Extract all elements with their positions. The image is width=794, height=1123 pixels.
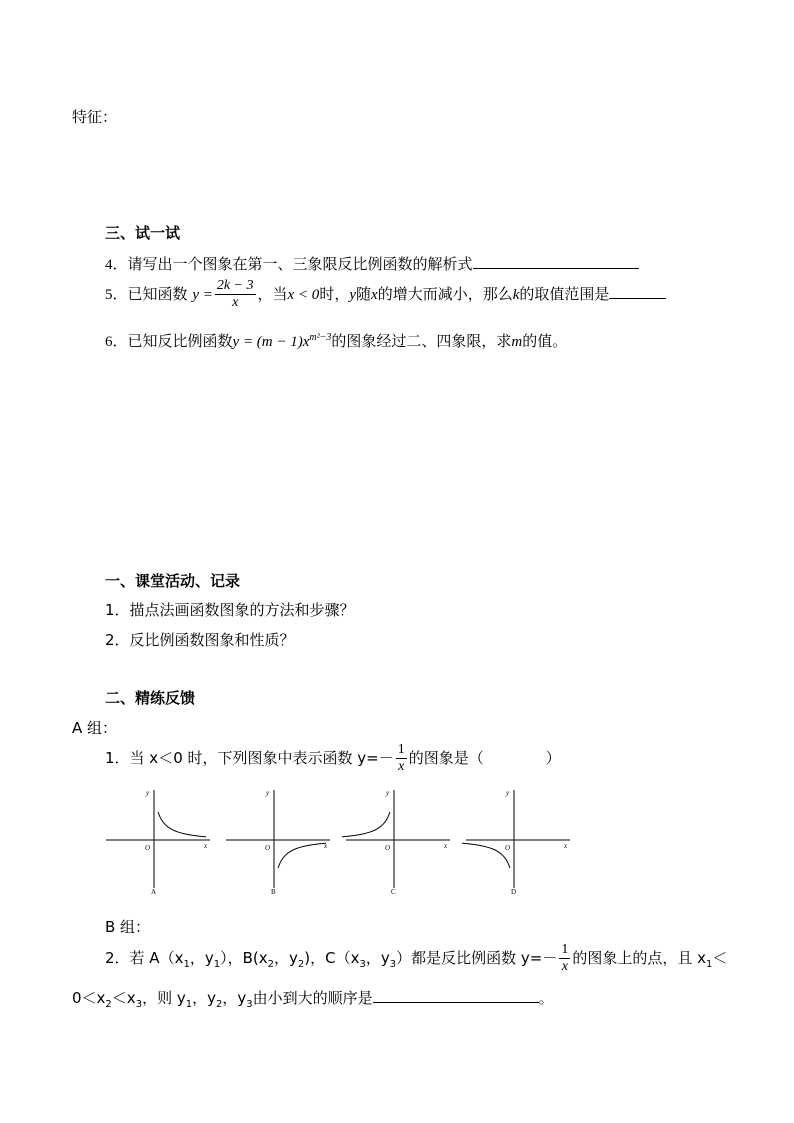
y-axis-label: y (386, 789, 390, 797)
practice-question-1: 1．当 x＜0 时，下列图象中表示函数 y=－ $\frac{1}{x}$ 的图象是（ ） (105, 742, 561, 774)
practice-question-2-line-2: $0<x_2<x_3$，则 $y_1$，$y_2$，$y_3$由小到大的顺序是 。 (72, 989, 554, 1010)
activity-item-2: 2．反比例函数图象和性质？ (105, 631, 295, 649)
fraction-1-over-x-b: $\frac{1}{x}$ (561, 942, 569, 974)
question-5: 5．已知函数 y = $\frac{2k - 3}{x}$ ，当x < 0时，y随x的增大而减小，那么k的取值范围是 (105, 276, 666, 312)
origin-label: O (385, 844, 391, 852)
hyperbola-curve (158, 812, 206, 837)
graph-label: A (151, 888, 157, 896)
hyperbola-curve (278, 843, 326, 868)
graph-options (104, 786, 574, 898)
graph-label: D (511, 888, 517, 896)
graph-label: C (391, 888, 396, 896)
graph-option-c (342, 789, 450, 896)
graph-label: B (271, 888, 276, 896)
graph-option-d (462, 789, 570, 896)
fraction-2k-3-over-x: $\frac{2k - 3}{x}$ (216, 278, 254, 310)
section-heading-activity: 一、课堂活动、记录 (105, 572, 241, 590)
fraction-1-over-x: $\frac{1}{x}$ (397, 742, 405, 774)
question-6: 6．已知反比例函数$y = (m - 1)x^{m^2-3}$的图象经过二、四象限，求m的值。 (105, 332, 568, 350)
activity-item-1: 1．描点法画函数图象的方法和步骤？ (105, 601, 355, 619)
x-axis-label: x (444, 842, 448, 850)
hyperbola-curve (342, 812, 390, 837)
graph-option-a (106, 789, 210, 896)
y-axis-label: y (506, 789, 510, 797)
y-axis-label: y (146, 789, 150, 797)
answer-blank-4[interactable] (473, 254, 639, 269)
origin-label: O (265, 844, 271, 852)
origin-label: O (145, 844, 151, 852)
answer-blank-5[interactable] (609, 284, 666, 299)
answer-blank-order[interactable] (373, 988, 539, 1003)
section-heading-practice: 二、精练反馈 (105, 689, 196, 707)
hyperbola-curve (462, 843, 510, 868)
features-label: 特征： (72, 108, 118, 126)
x-axis-label: x (324, 842, 328, 850)
section-heading-try: 三、试一试 (105, 224, 181, 242)
group-b-label: B 组： (105, 918, 151, 936)
x-axis-label: x (204, 842, 208, 850)
x-axis-label: x (564, 842, 568, 850)
origin-label: O (505, 844, 511, 852)
y-axis-label: y (266, 789, 270, 797)
graph-option-b (226, 789, 330, 896)
question-4: 4．请写出一个图象在第一、三象限反比例函数的解析式 (105, 254, 639, 274)
group-a-label: A 组： (72, 719, 118, 737)
practice-question-2-line-1: 2．若 $A(x_1$，$y_1$），$B(x_2$，$y_2$)，$C(x_3$，$y_3$）都是反比例函数 y=－ $\frac{1}{x}$ 的图象上的点，且 $x_1<$ (105, 942, 728, 974)
